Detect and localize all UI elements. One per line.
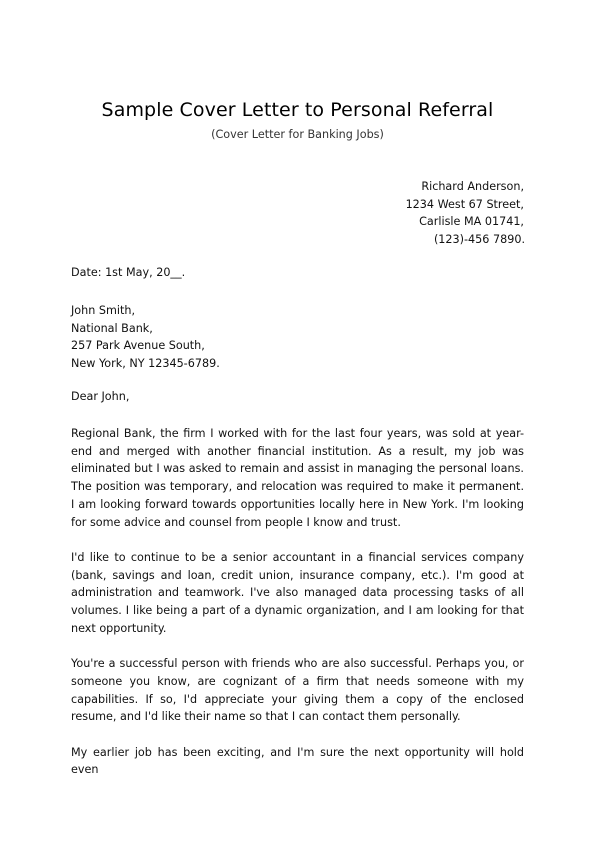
- sender-address: [406, 178, 524, 249]
- salutation: Dear John,: [71, 390, 130, 403]
- body-paragraph-1: Regional Bank, the firm I worked with for the last four years, was sold at year-end and merged with another financial institution. As a result, my job was eliminated but I was asked to remain and assist in managing the personal loans. The position was temporary, and relocation was required to make it permanent. I am looking forward towards opportunities locally here in New York. I'm looking for some advice and counsel from people I know and trust.: [71, 427, 524, 529]
- letter-body: [71, 425, 524, 797]
- letter-subtitle: (Cover Letter for Banking Jobs): [211, 128, 384, 141]
- recipient-city: New York, NY 12345-6789.: [71, 356, 220, 370]
- body-paragraph-2: I'd like to continue to be a senior accountant in a financial services company (bank, savings and loan, credit union, insurance company, etc.). I'm good at administration and teamwork. I've also managed data processing tasks of all volumes. I like being a part of a dynamic organization, and I am looking for that next opportunity.: [71, 550, 524, 635]
- recipient-company: National Bank,: [71, 321, 153, 335]
- body-paragraph-3: You're a successful person with friends who are also successful. Perhaps you, or someone you know, are cognizant of a firm that needs someone with my capabilities. If so, I'd appreciate your giving them a copy of the enclosed resume, and I'd like their name so that I can contact them personally.: [71, 657, 524, 724]
- recipient-address: [71, 302, 220, 372]
- body-paragraph-4: My earlier job has been exciting, and I'm sure the next opportunity will hold even: [71, 745, 524, 777]
- letter-date: Date: 1st May, 20__.: [71, 266, 186, 279]
- sender-city: Carlisle MA 01741,: [419, 215, 524, 229]
- sender-name: Richard Anderson,: [421, 180, 524, 193]
- letter-title: Sample Cover Letter to Personal Referral: [101, 99, 494, 121]
- recipient-street: 257 Park Avenue South,: [71, 339, 205, 353]
- sender-street: 1234 West 67 Street,: [405, 197, 524, 211]
- sender-phone: (123)-456 7890.: [433, 233, 525, 247]
- recipient-name: John Smith,: [71, 304, 136, 317]
